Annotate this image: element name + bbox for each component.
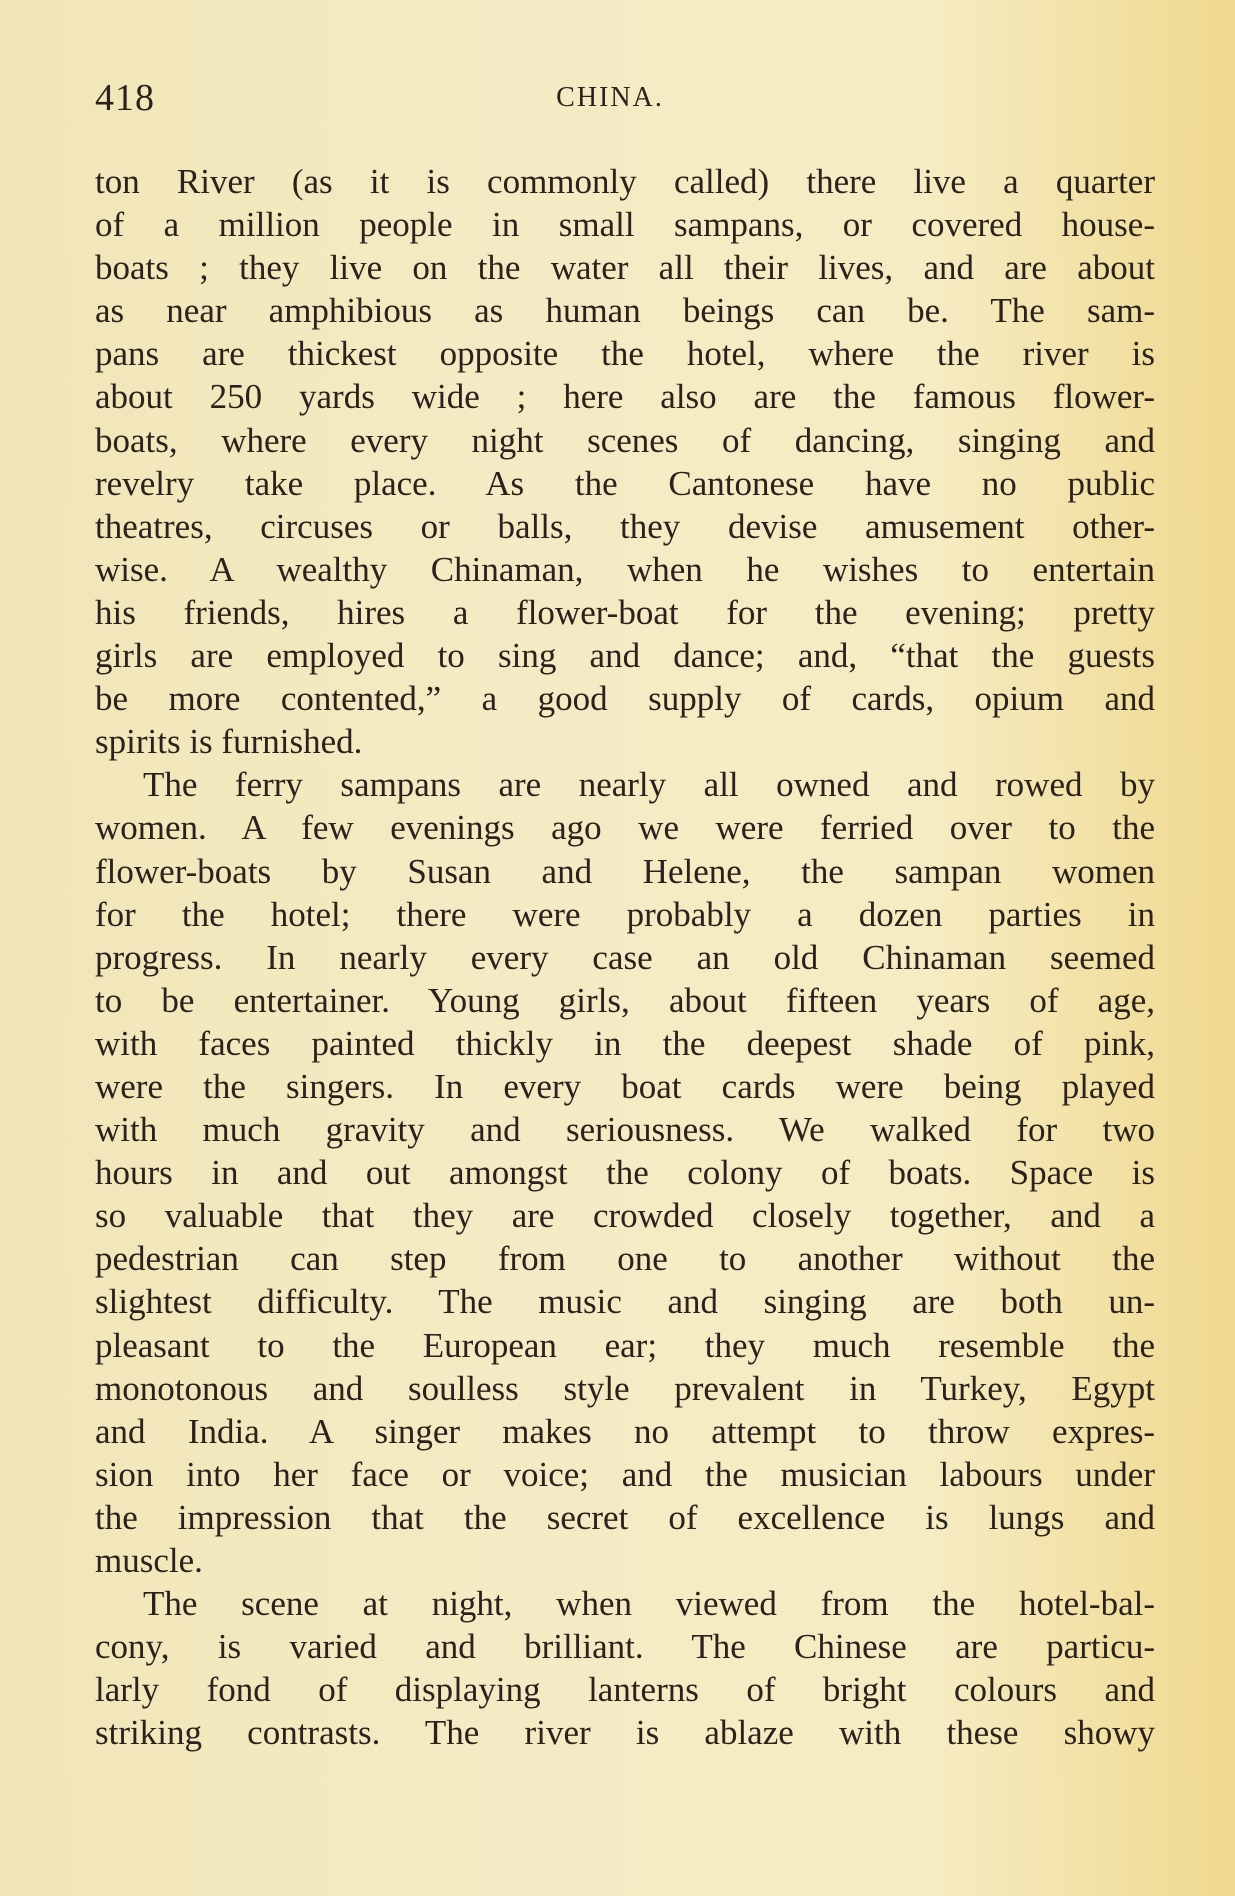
text-line: cony, is varied and brilliant. The Chinese are particu- — [95, 1627, 1155, 1667]
text-line: slightest difficulty. The music and singing are both un- — [95, 1282, 1155, 1322]
text-line: and India. A singer makes no attempt to throw expres- — [95, 1411, 1155, 1451]
running-head: CHINA. — [556, 82, 664, 113]
text-line: revelry take place. As the Cantonese have no public — [95, 463, 1155, 503]
text-line: boats, where every night scenes of dancing, singing and — [95, 420, 1155, 460]
text-line: girls are employed to sing and dance; and, “that the guests — [95, 636, 1155, 676]
text-line: with much gravity and seriousness. We walked for two — [95, 1110, 1155, 1150]
page-header — [95, 76, 1155, 126]
text-line: for the hotel; there were probably a dozen parties in — [95, 894, 1155, 934]
text-line: ton River (as it is commonly called) there live a quarter — [95, 162, 1155, 201]
text-line: spirits is furnished. — [95, 722, 363, 762]
text-line: The ferry sampans are nearly all owned and rowed by — [143, 765, 1155, 805]
text-line: women. A few evenings ago we were ferried over to the — [95, 808, 1155, 848]
text-line: with faces painted thickly in the deepest shade of pink, — [95, 1023, 1155, 1063]
text-line: theatres, circuses or balls, they devise amusement other- — [95, 506, 1155, 546]
text-line: progress. In nearly every case an old Chinaman seemed — [95, 937, 1155, 977]
text-line: pedestrian can step from one to another without the — [95, 1239, 1155, 1279]
body-text — [95, 160, 1155, 1754]
page-number: 418 — [95, 77, 155, 119]
text-line: of a million people in small sampans, or covered house- — [95, 205, 1155, 245]
text-line: boats ; they live on the water all their lives, and are about — [95, 248, 1155, 288]
text-line: sion into her face or voice; and the musician labours under — [95, 1454, 1155, 1494]
text-line: pleasant to the European ear; they much resemble the — [95, 1325, 1155, 1365]
text-line: The scene at night, when viewed from the hotel-bal- — [143, 1584, 1155, 1624]
text-line: to be entertainer. Young girls, about fifteen years of age, — [95, 980, 1155, 1020]
text-line: his friends, hires a flower-boat for the evening; pretty — [95, 592, 1155, 632]
text-line: about 250 yards wide ; here also are the famous flower- — [95, 377, 1155, 417]
text-line: monotonous and soulless style prevalent in Turkey, Egypt — [95, 1368, 1155, 1408]
text-line: pans are thickest opposite the hotel, where the river is — [95, 334, 1155, 374]
text-line: were the singers. In every boat cards were being played — [95, 1066, 1155, 1106]
text-line: striking contrasts. The river is ablaze with these showy — [95, 1713, 1155, 1753]
text-line: the impression that the secret of excellence is lungs and — [95, 1497, 1155, 1537]
text-line: be more contented,” a good supply of cards, opium and — [95, 679, 1155, 719]
text-line: muscle. — [95, 1541, 203, 1580]
text-line: flower-boats by Susan and Helene, the sampan women — [95, 851, 1155, 891]
text-line: wise. A wealthy Chinaman, when he wishes to entertain — [95, 549, 1155, 589]
text-line: as near amphibious as human beings can be. The sam- — [95, 291, 1155, 331]
text-line: larly fond of displaying lanterns of bright colours and — [95, 1670, 1155, 1710]
text-line: so valuable that they are crowded closely together, and a — [95, 1196, 1155, 1236]
text-line: hours in and out amongst the colony of boats. Space is — [95, 1153, 1155, 1193]
